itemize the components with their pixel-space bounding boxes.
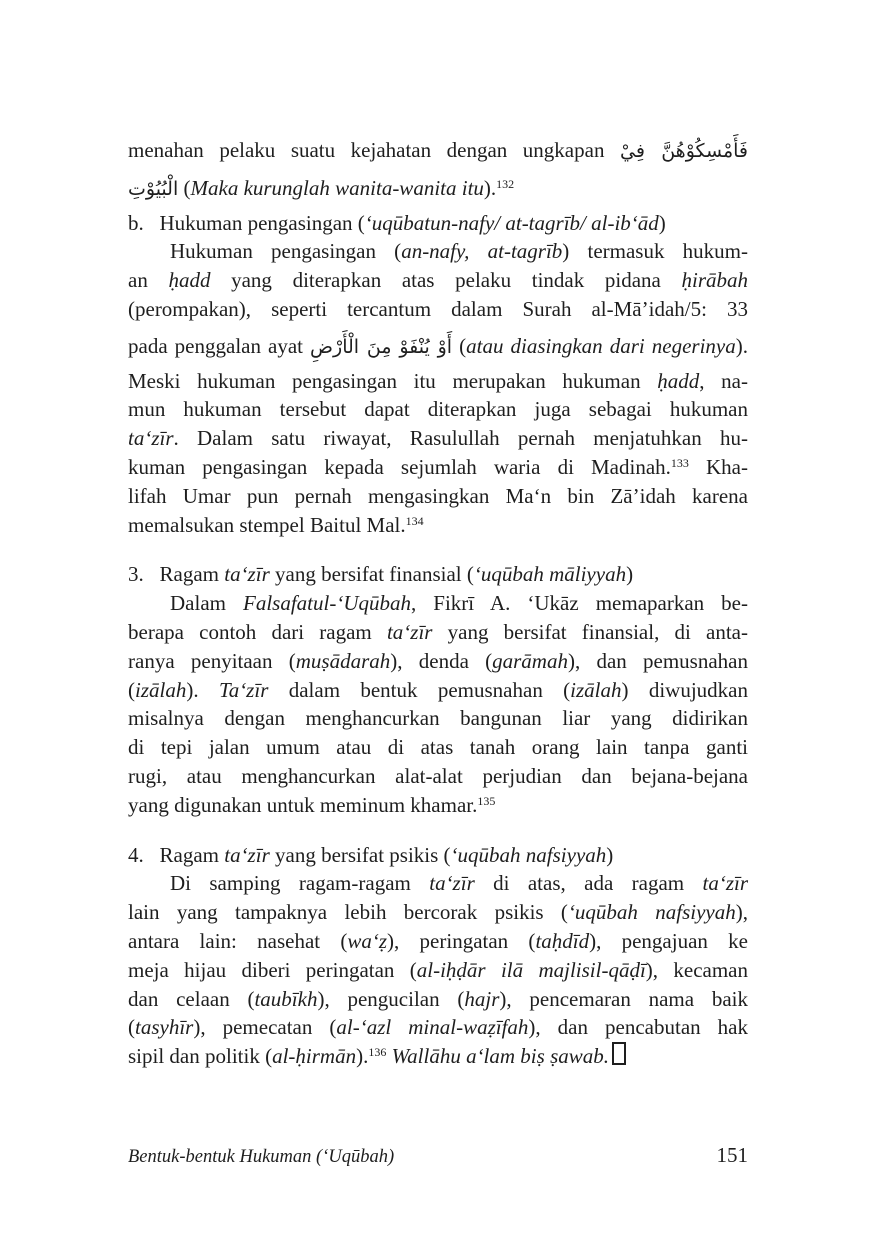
text-segment-italic: taubīkh	[254, 986, 318, 1011]
text-segment: lain yang tampaknya lebih bercorak psikis (	[128, 900, 568, 925]
text-segment-italic: ḥadd	[657, 368, 700, 393]
text-segment-italic: ‘uqūbah māliyyah	[473, 562, 627, 587]
text-line	[128, 676, 748, 705]
text-segment: ) diwujudkan	[621, 677, 749, 702]
text-segment: ), dan pemusnahan	[567, 648, 748, 673]
text-segment: (	[128, 677, 135, 702]
text-segment: 4. Ragam	[128, 842, 225, 867]
text-segment-italic: ḥadd	[168, 268, 211, 293]
text-segment: misalnya dengan menghancurkan bangunan liar yang didirikan	[128, 706, 748, 731]
text-segment-italic: izālah	[135, 677, 187, 702]
text-segment: mun hukuman tersebut dapat diterapkan juga sebagai hukuman	[128, 397, 748, 422]
text-segment: ).	[356, 1044, 369, 1069]
text-segment-italic: garāmah	[492, 648, 568, 673]
text-line	[128, 618, 748, 647]
text-segment-italic: al-iḥḍār ilā majlisil-qāḍī	[416, 957, 646, 982]
text-segment: ), pengucilan (	[317, 986, 465, 1011]
text-segment: di tepi jalan umum atau di atas tanah orang lain tanpa ganti	[128, 735, 748, 760]
text-line	[128, 511, 748, 540]
text-line	[128, 898, 748, 927]
text-segment-italic: al-ḥirmān	[272, 1044, 357, 1069]
footnote-reference: 136	[368, 1045, 387, 1060]
text-line	[128, 733, 748, 762]
text-segment: yang digunakan untuk meminum khamar.	[128, 792, 478, 817]
text-line	[128, 266, 748, 295]
text-segment: (perompakan), seperti tercantum dalam Surah al-Mā’idah/5: 33	[128, 296, 748, 321]
text-line	[128, 1042, 748, 1071]
text-segment-italic: tasyhīr	[135, 1015, 194, 1040]
text-segment: Di samping ragam-ragam	[170, 871, 430, 896]
text-segment-italic: Wallāhu a‘lam biṣ ṣawab.	[391, 1044, 609, 1069]
text-segment: )	[606, 842, 614, 867]
text-line	[128, 395, 748, 424]
text-segment: rugi, atau menghancurkan alat-alat perjudian dan bejana-bejana	[128, 763, 748, 788]
page-body	[128, 136, 748, 1071]
text-segment: ranya penyitaan (	[128, 648, 296, 673]
text-segment-italic: ‘uqūbah nafsiyyah	[567, 900, 736, 925]
text-segment: ).	[735, 333, 748, 358]
text-segment-italic: ta‘zīr	[224, 842, 270, 867]
text-line	[128, 956, 748, 985]
text-segment-italic: hajr	[464, 986, 500, 1011]
footnote-reference: 132	[496, 176, 515, 191]
text-segment: ),	[735, 900, 749, 925]
text-line	[128, 482, 748, 511]
text-segment: kuman pengasingan kepada sejumlah waria di Madinah.	[128, 454, 671, 479]
text-segment: ).	[186, 677, 219, 702]
paragraph-gap	[128, 820, 748, 841]
text-segment: b. Hukuman pengasingan (	[128, 210, 365, 235]
text-line	[128, 589, 748, 618]
text-segment: )	[658, 210, 666, 235]
text-segment-italic: ta‘zīr	[128, 426, 174, 451]
text-segment: )	[626, 562, 634, 587]
text-line	[128, 295, 748, 324]
arabic-text: أَوْ يُنْفَوْ مِنَ الْأَرْضِ	[310, 335, 453, 358]
text-segment: sipil dan politik (	[128, 1044, 273, 1069]
text-segment: memalsukan stempel Baitul Mal.	[128, 512, 406, 537]
text-segment: (	[128, 1015, 135, 1040]
text-segment-italic: wa‘ẓ	[347, 928, 388, 953]
text-segment: berapa contoh dari ragam	[128, 619, 387, 644]
text-line	[128, 704, 748, 733]
footnote-reference: 134	[405, 513, 424, 528]
text-segment: ).	[483, 175, 497, 200]
text-segment: yang bersifat psikis (	[269, 842, 451, 867]
text-line	[128, 1013, 748, 1042]
text-segment: Meski hukuman pengasingan itu merupakan hukuman	[128, 368, 658, 393]
text-segment-italic: izālah	[570, 677, 622, 702]
text-segment: ), pencemaran nama baik	[499, 986, 748, 1011]
text-line	[128, 927, 748, 956]
heading-b	[128, 209, 748, 238]
page-number: 151	[716, 1143, 748, 1167]
text-segment: dan celaan (	[128, 986, 255, 1011]
text-line	[128, 762, 748, 791]
text-segment: ), denda (	[390, 648, 493, 673]
text-segment-italic: ta‘zīr	[429, 871, 475, 896]
text-segment: 3. Ragam	[128, 562, 225, 587]
text-segment-italic: an-nafy, at-tagrīb	[401, 239, 563, 264]
text-line	[128, 453, 748, 482]
text-segment: ), pengajuan ke	[589, 928, 748, 953]
text-segment-italic: Falsafatul-‘Uqūbah	[243, 591, 411, 616]
text-segment-italic: al-‘azl minal-waẓīfah	[336, 1015, 529, 1040]
text-segment-italic: muṣādarah	[295, 648, 391, 673]
text-segment: dalam bentuk pemusnahan (	[268, 677, 571, 702]
text-segment: meja hijau diberi peringatan (	[128, 957, 417, 982]
text-segment: menahan pelaku suatu kejahatan dengan ungkapan	[128, 138, 620, 162]
paragraph-gap	[128, 539, 748, 560]
text-segment: (	[178, 175, 191, 200]
text-segment: . Dalam satu riwayat, Rasulullah pernah menjatuhkan hu-	[173, 426, 748, 451]
text-segment: Kha-	[688, 454, 748, 479]
text-line	[128, 367, 748, 396]
text-segment-italic: Maka kurunglah wanita-wanita itu	[190, 175, 484, 200]
end-of-article-mark	[612, 1042, 626, 1065]
text-line	[128, 647, 748, 676]
text-line	[128, 424, 748, 453]
text-segment: pada penggalan ayat	[128, 333, 311, 358]
text-segment: ), dan pencabutan hak	[528, 1015, 748, 1040]
text-line	[128, 985, 748, 1014]
text-line	[128, 791, 748, 820]
text-segment-italic: ‘uqūbah nafsiyyah	[450, 842, 607, 867]
text-line	[128, 166, 748, 209]
text-line	[128, 237, 748, 266]
heading-4	[128, 841, 748, 870]
text-segment-italic: Ta‘zīr	[218, 677, 269, 702]
arabic-text: فَأَمْسِكُوْهُنَّ فِيْ	[619, 140, 749, 162]
text-segment: ), pemecatan (	[193, 1015, 337, 1040]
text-line	[128, 869, 748, 898]
text-segment: Hukuman pengasingan (	[170, 239, 402, 264]
text-segment: ), peringatan (	[387, 928, 536, 953]
text-segment-italic: ta‘zīr	[702, 871, 749, 896]
text-segment: yang diterapkan atas pelaku tindak pidana	[210, 268, 682, 293]
footnote-reference: 135	[477, 793, 496, 808]
text-line	[128, 324, 748, 367]
text-segment: , na-	[699, 368, 748, 393]
running-title: Bentuk-bentuk Hukuman (‘Uqūbah)	[128, 1147, 395, 1167]
text-segment-italic: ‘uqūbatun-nafy/ at-tagrīb/ al-ib‘ād	[364, 210, 659, 235]
page-footer	[128, 1143, 748, 1168]
text-line	[128, 136, 748, 166]
text-segment: , Fikrī A. ‘Ukāz memaparkan be-	[411, 591, 748, 616]
text-segment: antara lain: nasehat (	[128, 928, 348, 953]
text-segment-italic: atau diasingkan dari negerinya	[466, 333, 736, 358]
text-segment-italic: ta‘zīr	[386, 619, 433, 644]
text-segment: ) termasuk hukum-	[562, 239, 748, 264]
arabic-text: الْبُيُوْتِ	[128, 177, 179, 200]
text-segment-italic: ḥirābah	[681, 268, 748, 293]
text-segment: yang bersifat finansial, di anta-	[432, 619, 748, 644]
text-segment: Dalam	[170, 591, 243, 616]
text-segment: yang bersifat finansial (	[269, 562, 474, 587]
heading-3	[128, 560, 748, 589]
text-segment: ), kecaman	[645, 957, 748, 982]
text-segment: lifah Umar pun pernah mengasingkan Ma‘n bin Zā’idah karena	[128, 483, 748, 508]
text-segment: di atas, ada ragam	[474, 871, 703, 896]
text-segment: (	[452, 333, 467, 358]
text-segment-italic: taḥdīd	[535, 928, 590, 953]
text-segment: an	[128, 268, 169, 293]
text-segment-italic: ta‘zīr	[224, 562, 270, 587]
footnote-reference: 133	[670, 455, 689, 470]
